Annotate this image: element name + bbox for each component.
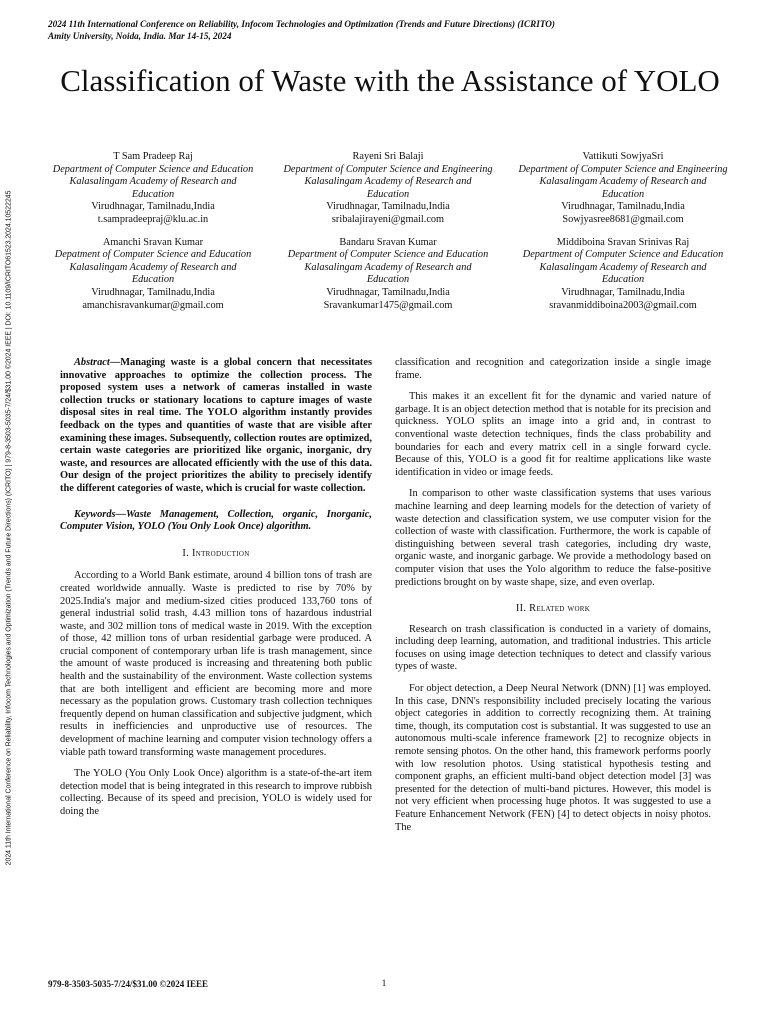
paper-title: Classification of Waste with the Assistance of YOLO: [60, 63, 720, 98]
author-row-2: [48, 237, 728, 313]
author-email: Sravankumar1475@gmail.com: [323, 299, 453, 311]
author-card: [518, 151, 728, 227]
author-card: [518, 237, 728, 313]
author-name: Middiboina Sravan Srinivas Raj: [556, 236, 690, 248]
author-email: amanchisravankumar@gmail.com: [82, 299, 224, 311]
doi-side-strip: [3, 78, 15, 978]
author-location: Virudhnagar, Tamilnadu,India: [91, 286, 215, 298]
conference-venue: Amity University, Noida, India. Mar 14-15, 2024: [48, 31, 232, 41]
author-email: Sowjyasree8681@gmail.com: [562, 213, 684, 225]
author-card: [48, 237, 258, 313]
author-card: [283, 151, 493, 227]
author-location: Virudhnagar, Tamilnadu,India: [561, 286, 685, 298]
author-location: Virudhnagar, Tamilnadu,India: [91, 201, 215, 213]
intro-paragraph: The YOLO (You Only Look Once) algorithm is a state-of-the-art item detection model that is being integrated in this research to improve rubbish collecting. Because of its speed and precision, YOLO is widely used for doing the: [60, 768, 372, 817]
author-department: Department of Computer Science and Engineering: [283, 163, 493, 175]
abstract-label: Abstract: [74, 357, 110, 368]
doi-side-text: 2024 11th International Conference on Reliability, Infocom Technologies and Optimization (Trends and Future Directions) (ICRITO) | 979-8-3503-5035-7/24/$31.00 ©2024 IEEE | DOI: 10.1109/ICRITO61523.2024.10522245: [5, 190, 13, 866]
author-institution: Kalasalingam Academy of Research and Education: [304, 261, 472, 286]
author-card: [283, 237, 493, 313]
author-department: Department of Computer Science and Education: [522, 249, 724, 261]
conference-name: 2024 11th International Conference on Reliability, Infocom Technologies and Optimization (Trends and Future Directions) (ICRITO): [48, 19, 555, 29]
right-column: [395, 357, 711, 843]
abstract: [60, 357, 372, 496]
author-department: Department of Computer Science and Education: [52, 163, 254, 175]
author-row-1: [48, 151, 728, 227]
keywords: Keywords—Waste Management, Collection, organic, Inorganic, Computer Vision, YOLO (You Only Look Once) algorithm.: [60, 508, 372, 533]
body-paragraph: This makes it an excellent fit for the dynamic and varied nature of garbage. It is an object detection method that is notable for its precision and quickness. YOLO splits an image into a grid and, in contrast to conventional waste detection techniques, finds the class probability and boundaries for each and every matrix cell in a single forward cycle. Because of this, YOLO is a good fit for realtime applications like waste identification in video or image feeds.: [395, 391, 711, 478]
conference-header: [48, 18, 728, 42]
author-location: Virudhnagar, Tamilnadu,India: [326, 286, 450, 298]
author-institution: Kalasalingam Academy of Research and Education: [69, 176, 237, 200]
author-block: [48, 151, 728, 322]
related-paragraph: Research on trash classification is conducted in a variety of domains, including deep learning, automation, and traditional industries. This article focuses on using image detection techniques to detect and classify various types of waste.: [395, 623, 711, 673]
author-department: Department of Computer Science and Education: [287, 249, 489, 261]
author-institution: Kalasalingam Academy of Research and Education: [69, 261, 237, 286]
section-heading-related-work: II. Related work: [515, 603, 591, 615]
footer-copyright: 979-8-3503-5035-7/24/$31.00 ©2024 IEEE: [48, 979, 208, 989]
abstract-text: —Managing waste is a global concern that necessitates innovative approaches to optimize the collection process. The proposed system uses a network of cameras installed in waste collection trucks or stationary locations to capture images of waste disposal sites in real time. The YOLO algorithm instantly provides feedback on the types and quantities of waste that are visible after examining these images. Subsequently, collection routes are optimized, certain waste categories are prioritized like organic, inorganic, dry waste, and resources are allocated efficiently with the use of this data. Our design of the project prioritizes the ability to precisely identify the different categories of waste, which is crucial for waste collection.: [60, 357, 372, 494]
author-institution: Kalasalingam Academy of Research and Education: [539, 261, 707, 286]
author-institution: Kalasalingam Academy of Research and Education: [304, 176, 472, 200]
author-institution: Kalasalingam Academy of Research and Education: [539, 176, 707, 200]
body-paragraph: In comparison to other waste classification systems that uses various machine learning and deep learning models for the detection of variety of waste detection and classification system, we use computer vision for the collection of waste with classification. Furthermore, the work is capable of distinguishing between several trash categories, including dry waste, organic waste, and inorganic garbage. We provide a methodology based on computer vision that uses the Yolo algorithm to reduce the false-positive predictions brought on by waste shape, size, and even overlap.: [395, 488, 711, 588]
author-name: T Sam Pradeep Raj: [113, 151, 193, 162]
author-name: Vattikuti SowjyaSri: [582, 151, 664, 162]
author-email: sribalajirayeni@gmail.com: [331, 213, 445, 225]
author-name: Bandaru Sravan Kumar: [339, 236, 437, 248]
section-heading-introduction: I. Introduction: [182, 547, 250, 559]
author-card: [48, 151, 258, 227]
page-number: 1: [381, 979, 387, 989]
author-email: t.sampradeepraj@klu.ac.in: [97, 213, 209, 225]
author-department: Depatment of Computer Science and Education: [54, 249, 252, 261]
author-location: Virudhnagar, Tamilnadu,India: [561, 201, 685, 213]
author-location: Virudhnagar, Tamilnadu,India: [326, 201, 450, 213]
author-name: Rayeni Sri Balaji: [352, 151, 424, 162]
intro-paragraph: According to a World Bank estimate, around 4 billion tons of trash are created worldwide annually. Waste is predicted to rise by 70% by 2025.India's major and medium-sized cities produced 133,760 tons of general industrial solid trash, 4.43 million tons of hazardous industrial waste, and 302 million tons of medical waste in 2019. With the exception of those, 42 million tons of urban residential garbage were produced. A crucial component of contemporary urban life is trash management, since the amount of waste produced is increasing and threatening both public health and the sustainability of the environment. Waste collection systems that are both intelligent and efficient are becoming more and more necessary as the population grows. Customary trash collection techniques frequently depend on human classification and subjective judgment, which results in inefficiencies and unproductive use of resources. The development of machine learning and computer vision technology offers a viable path toward transforming waste management procedures.: [60, 570, 372, 758]
author-name: Amanchi Sravan Kumar: [102, 236, 204, 248]
body-paragraph: classification and recognition and categorization inside a single image frame.: [395, 357, 711, 381]
related-paragraph: For object detection, a Deep Neural Network (DNN) [1] was employed. In this case, DNN's responsibility included precisely locating the various object categories in addition to correctly recognizing them. At training time, though, its computation cost is substantial. It was suggested to use an autonomous multi-scale inference framework [2] to recognize objects in remote sensing photos. On the other hand, this framework performs poorly with low resolution photos. Using statistical hypothesis testing and component graphs, an efficient multi-band object detection model [3] was presented for the detection of multi-band pictures. However, this model is not very efficient when processing huge photos. It was suggested to use a Feature Enhancement Network (FEN) [4] to detect objects in noisy photos. The: [395, 683, 711, 833]
author-department: Department of Computer Science and Engineering: [518, 163, 728, 175]
author-email: sravanmiddiboina2003@gmail.com: [549, 299, 697, 311]
left-column: [60, 357, 372, 828]
